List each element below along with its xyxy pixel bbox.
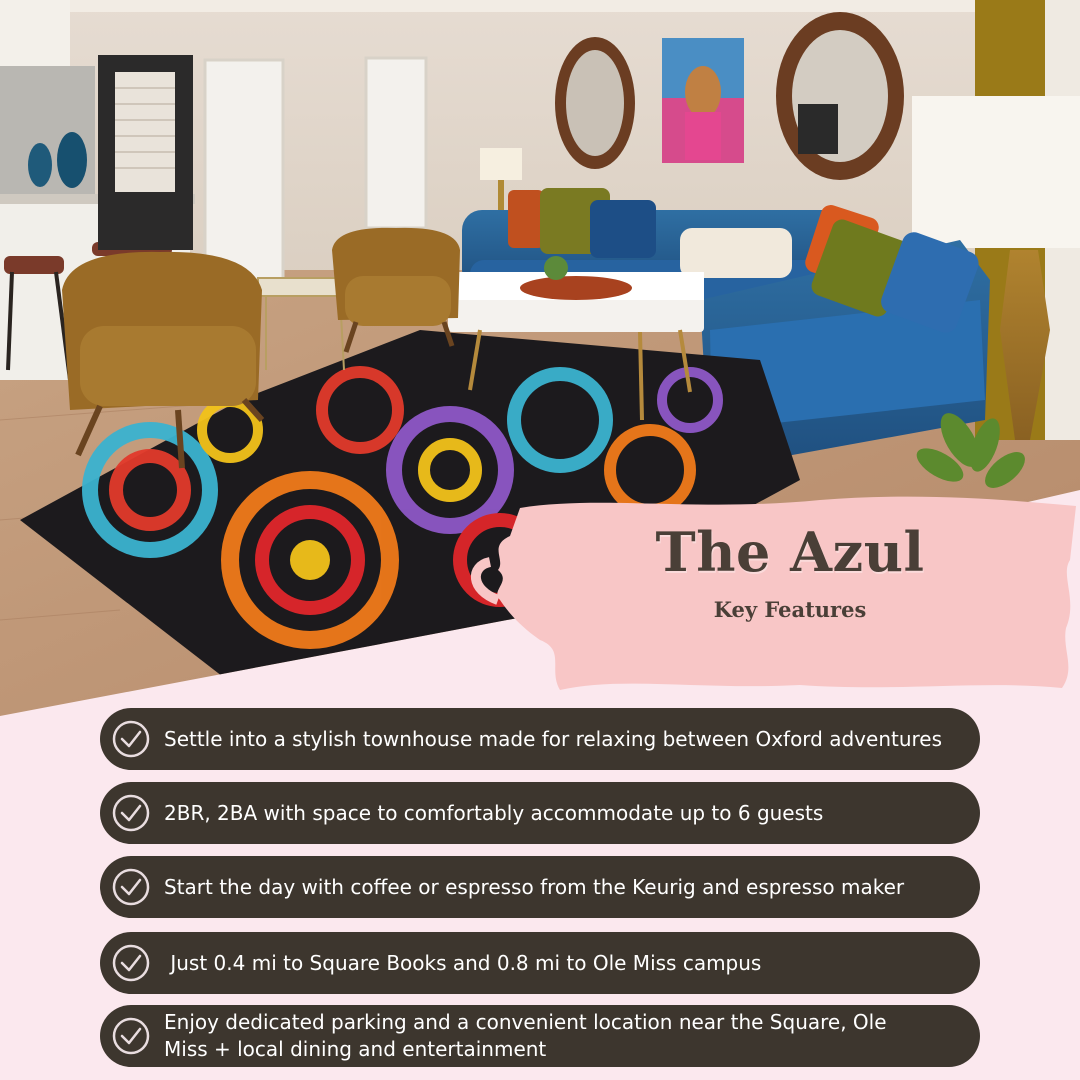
feature-item <box>100 1005 980 1067</box>
feature-item <box>100 708 980 770</box>
feature-item <box>100 932 980 994</box>
feature-item <box>100 856 980 918</box>
title-block <box>560 520 1020 622</box>
feature-text: 2BR, 2BA with space to comfortably accommodate up to 6 guests <box>164 801 824 825</box>
property-title: The Azul <box>655 520 925 584</box>
feature-item <box>100 782 980 844</box>
property-subtitle: Key Features <box>713 596 867 622</box>
feature-text: Settle into a stylish townhouse made for relaxing between Oxford adventures <box>164 727 943 751</box>
feature-text: Just 0.4 mi to Square Books and 0.8 mi to Ole Miss campus <box>164 951 762 975</box>
feature-text: Start the day with coffee or espresso from the Keurig and espresso maker <box>164 875 905 899</box>
check-circle-icon <box>111 1016 151 1056</box>
check-circle-icon <box>111 793 151 833</box>
check-circle-icon <box>111 719 151 759</box>
check-circle-icon <box>111 943 151 983</box>
check-circle-icon <box>111 867 151 907</box>
feature-text: Enjoy dedicated parking and a convenient location near the Square, Ole Miss + local dining and entertainment <box>164 1010 887 1061</box>
